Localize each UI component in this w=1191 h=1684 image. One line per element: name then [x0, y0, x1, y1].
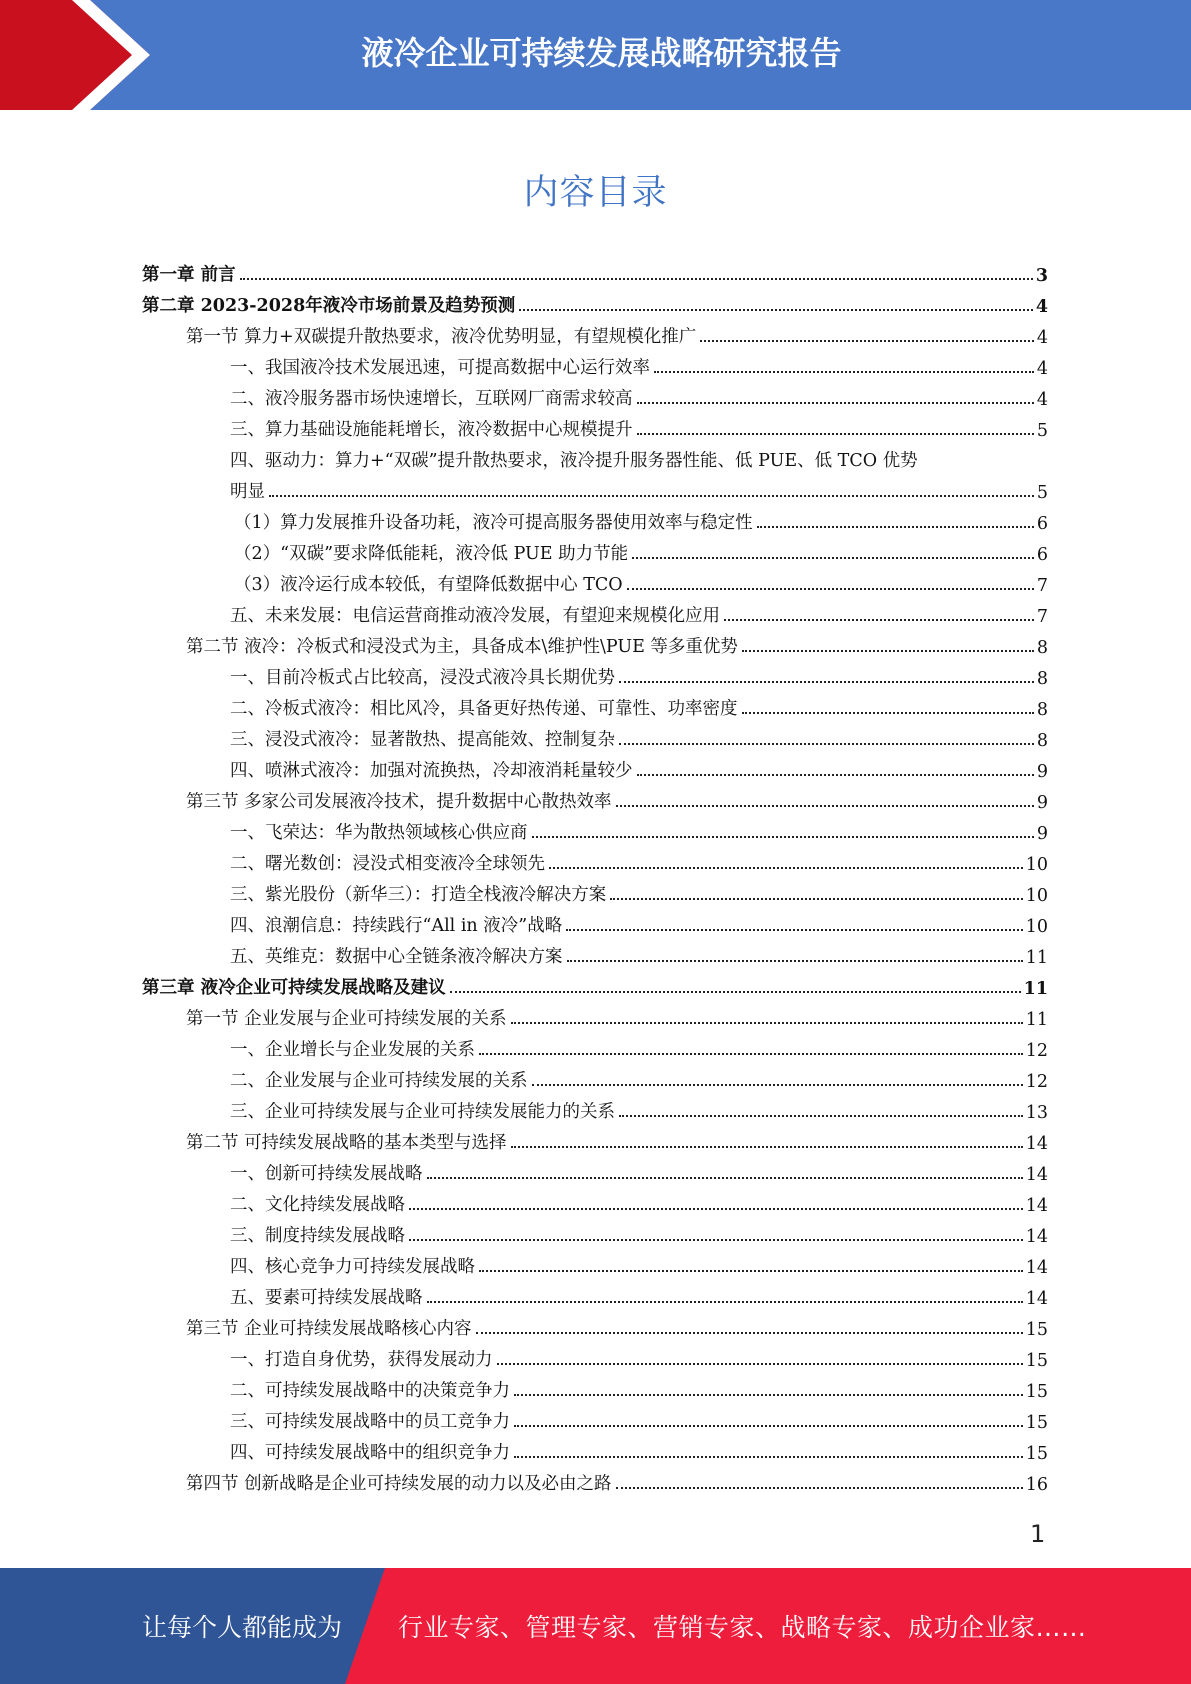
toc-entry-title: 四、浪潮信息：持续践行“All in 液冷”战略 — [230, 916, 563, 936]
toc-entry-page: 6 — [1036, 545, 1048, 565]
toc-entry-title: 一、创新可持续发展战略 — [230, 1164, 423, 1184]
toc-entry-page: 3 — [1035, 266, 1048, 286]
toc-heading: 内容目录 — [523, 173, 668, 213]
toc-entry[interactable] — [142, 317, 1048, 348]
toc-dot-leader — [627, 588, 1034, 590]
toc-entry[interactable] — [142, 1340, 1048, 1371]
toc-entry-page: 11 — [1025, 948, 1048, 968]
toc-dot-leader — [427, 1301, 1023, 1303]
toc-dot-leader — [511, 1146, 1023, 1148]
toc-entry-page: 4 — [1036, 328, 1048, 348]
toc-entry-page: 15 — [1025, 1382, 1048, 1402]
toc-entry-title: 二、可持续发展战略中的决策竞争力 — [230, 1381, 510, 1401]
report-title: 液冷企业可持续发展战略研究报告 — [361, 34, 842, 72]
toc-entry-page: 11 — [1023, 979, 1048, 999]
toc-entry[interactable] — [142, 1278, 1048, 1309]
toc-entry-page: 13 — [1025, 1103, 1048, 1123]
toc-entry[interactable] — [142, 565, 1048, 596]
toc-entry-page: 4 — [1036, 359, 1048, 379]
toc-dot-leader — [514, 1425, 1023, 1427]
toc-entry-title: 二、冷板式液冷：相比风冷，具备更好热传递、可靠性、功率密度 — [230, 699, 738, 719]
toc-dot-leader — [610, 898, 1022, 900]
toc-entry[interactable] — [142, 1433, 1048, 1464]
toc-dot-leader — [619, 681, 1034, 683]
toc-dot-leader — [637, 774, 1034, 776]
toc-dot-leader — [269, 495, 1034, 497]
toc-entry-title: 五、未来发展：电信运营商推动液冷发展，有望迎来规模化应用 — [230, 606, 720, 626]
toc-entry-title: 二、文化持续发展战略 — [230, 1195, 405, 1215]
toc-entry[interactable] — [142, 1309, 1048, 1340]
toc-entry-page: 6 — [1036, 514, 1048, 534]
toc-entry-title: 四、可持续发展战略中的组织竞争力 — [230, 1443, 510, 1463]
toc-entry[interactable] — [142, 1216, 1048, 1247]
toc-dot-leader — [724, 619, 1034, 621]
toc-entry-title: 一、企业增长与企业发展的关系 — [230, 1040, 475, 1060]
toc-entry-page: 10 — [1025, 917, 1048, 937]
toc-entry-page: 4 — [1036, 390, 1048, 410]
toc-dot-leader — [616, 1487, 1023, 1489]
toc-entry-page: 4 — [1035, 297, 1048, 317]
toc-entry-page: 8 — [1036, 700, 1048, 720]
report-footer — [0, 1568, 1191, 1684]
toc-entry-page: 5 — [1036, 483, 1048, 503]
toc-entry[interactable] — [142, 720, 1048, 751]
toc-entry[interactable] — [142, 534, 1048, 565]
toc-entry-title: 二、曙光数创：浸没式相变液冷全球领先 — [230, 854, 545, 874]
toc-entry-title: 三、可持续发展战略中的员工竞争力 — [230, 1412, 510, 1432]
toc-entry-page: 9 — [1036, 793, 1048, 813]
toc-dot-leader — [654, 371, 1034, 373]
toc-entry-title: 一、飞荣达：华为散热领域核心供应商 — [230, 823, 528, 843]
toc-entry-title: 三、浸没式液冷：显著散热、提高能效、控制复杂 — [230, 730, 615, 750]
toc-entry[interactable] — [142, 999, 1048, 1030]
toc-dot-leader — [240, 278, 1033, 280]
toc-dot-leader — [566, 929, 1023, 931]
toc-entry-title: 第三节 多家公司发展液冷技术，提升数据中心散热效率 — [186, 792, 612, 812]
toc-dot-leader — [511, 1022, 1023, 1024]
toc-entry[interactable] — [142, 1061, 1048, 1092]
toc-entry[interactable] — [142, 1030, 1048, 1061]
toc-entry-page: 9 — [1036, 824, 1048, 844]
toc-entry-page: 9 — [1036, 762, 1048, 782]
toc-dot-leader — [427, 1177, 1023, 1179]
toc-entry-page: 16 — [1025, 1475, 1048, 1495]
toc-entry-title: 一、我国液冷技术发展迅速，可提高数据中心运行效率 — [230, 358, 650, 378]
toc-entry[interactable] — [142, 906, 1048, 937]
toc-entry[interactable] — [142, 844, 1048, 875]
toc-entry-page: 12 — [1025, 1072, 1048, 1092]
toc-dot-leader — [409, 1208, 1023, 1210]
toc-entry[interactable] — [142, 1092, 1048, 1123]
toc-entry[interactable] — [142, 1402, 1048, 1433]
toc-entry[interactable] — [142, 813, 1048, 844]
toc-entry[interactable] — [142, 658, 1048, 689]
toc-entry-title: 第一节 算力+双碳提升散热要求，液冷优势明显，有望规模化推广 — [186, 327, 697, 347]
report-header — [0, 0, 1191, 110]
toc-dot-leader — [479, 1053, 1023, 1055]
toc-entry-page: 14 — [1025, 1134, 1048, 1154]
toc-entry-title: （2）“双碳”要求降低能耗，液冷低 PUE 助力节能 — [234, 544, 629, 564]
toc-dot-leader — [742, 712, 1034, 714]
toc-dot-leader — [514, 1456, 1023, 1458]
toc-dot-leader — [757, 526, 1034, 528]
toc-entry-page: 15 — [1025, 1351, 1048, 1371]
toc-entry-page: 5 — [1036, 421, 1048, 441]
toc-entry[interactable] — [142, 255, 1048, 286]
toc-entry[interactable] — [142, 1371, 1048, 1402]
toc-entry-page: 14 — [1025, 1165, 1048, 1185]
toc-entry-page: 8 — [1036, 669, 1048, 689]
toc-entry[interactable] — [142, 286, 1048, 317]
toc-entry[interactable] — [142, 782, 1048, 813]
toc-entry[interactable] — [142, 410, 1048, 441]
toc-entry-page: 14 — [1025, 1196, 1048, 1216]
toc-dot-leader — [637, 433, 1034, 435]
toc-entry-page: 12 — [1025, 1041, 1048, 1061]
toc-entry-title: 三、算力基础设施能耗增长，液冷数据中心规模提升 — [230, 420, 633, 440]
toc-dot-leader — [497, 1363, 1023, 1365]
toc-entry[interactable] — [142, 1154, 1048, 1185]
page-number: 1 — [1030, 1520, 1046, 1548]
toc-entry-title: 第二节 液冷：冷板式和浸没式为主，具备成本\维护性\PUE 等多重优势 — [186, 637, 738, 657]
toc-dot-leader — [514, 1394, 1023, 1396]
toc-entry-title: 二、企业发展与企业可持续发展的关系 — [230, 1071, 528, 1091]
toc-entry[interactable] — [142, 1123, 1048, 1154]
toc-entry-page: 14 — [1025, 1258, 1048, 1278]
toc-entry[interactable] — [142, 596, 1048, 627]
toc-dot-leader — [637, 402, 1034, 404]
toc-entry-title: 三、企业可持续发展与企业可持续发展能力的关系 — [230, 1102, 615, 1122]
toc-entry[interactable] — [142, 1185, 1048, 1216]
toc-dot-leader — [476, 1332, 1023, 1334]
toc-entry-title: 第二节 可持续发展战略的基本类型与选择 — [186, 1133, 507, 1153]
toc-entry-title: （3）液冷运行成本较低，有望降低数据中心 TCO — [234, 575, 623, 595]
toc-entry-title: （1）算力发展推升设备功耗，液冷可提高服务器使用效率与稳定性 — [234, 513, 753, 533]
toc-entry-title: 第三节 企业可持续发展战略核心内容 — [186, 1319, 472, 1339]
toc-entry-title: 四、驱动力：算力+“双碳”提升散热要求，液冷提升服务器性能、低 PUE、低 TCO 优势 — [230, 451, 918, 471]
toc-entry[interactable] — [142, 1464, 1048, 1495]
toc-entry[interactable] — [142, 1247, 1048, 1278]
toc-entry-title: 第二章 2023-2028年液冷市场前景及趋势预测 — [142, 296, 516, 316]
toc-entry-title: 一、目前冷板式占比较高，浸没式液冷具长期优势 — [230, 668, 615, 688]
toc-dot-leader — [532, 836, 1034, 838]
table-of-contents — [142, 255, 1048, 1495]
toc-dot-leader — [616, 805, 1034, 807]
toc-dot-leader — [700, 340, 1034, 342]
toc-dot-leader — [567, 960, 1023, 962]
toc-dot-leader — [519, 309, 1033, 311]
toc-entry-page: 15 — [1025, 1444, 1048, 1464]
toc-dot-leader — [479, 1270, 1023, 1272]
toc-entry-title: 第一节 企业发展与企业可持续发展的关系 — [186, 1009, 507, 1029]
toc-entry-page: 7 — [1036, 607, 1048, 627]
toc-entry[interactable] — [142, 937, 1048, 968]
toc-entry-title: 第三章 液冷企业可持续发展战略及建议 — [142, 978, 446, 998]
toc-entry-page: 11 — [1025, 1010, 1048, 1030]
toc-entry[interactable] — [142, 627, 1048, 658]
toc-dot-leader — [619, 1115, 1023, 1117]
toc-entry[interactable] — [142, 348, 1048, 379]
toc-entry-title: 二、液冷服务器市场快速增长，互联网厂商需求较高 — [230, 389, 633, 409]
toc-entry[interactable] — [142, 689, 1048, 720]
toc-dot-leader — [632, 557, 1034, 559]
footer-slogan-right: 行业专家、管理专家、营销专家、战略专家、成功企业家…… — [398, 1613, 1087, 1642]
toc-entry[interactable] — [142, 441, 1048, 472]
toc-dot-leader — [450, 991, 1021, 993]
toc-entry-page: 10 — [1025, 886, 1048, 906]
toc-entry-title: 五、要素可持续发展战略 — [230, 1288, 423, 1308]
toc-entry-page: 10 — [1025, 855, 1048, 875]
toc-entry-title: 三、制度持续发展战略 — [230, 1226, 405, 1246]
toc-entry-title: 四、喷淋式液冷：加强对流换热，冷却液消耗量较少 — [230, 761, 633, 781]
toc-dot-leader — [409, 1239, 1023, 1241]
toc-entry[interactable] — [142, 751, 1048, 782]
toc-entry[interactable] — [142, 968, 1048, 999]
toc-entry-page: 7 — [1036, 576, 1048, 596]
toc-entry-page: 8 — [1036, 638, 1048, 658]
toc-dot-leader — [549, 867, 1023, 869]
toc-entry-title: 五、英维克：数据中心全链条液冷解决方案 — [230, 947, 563, 967]
toc-entry-title: 第一章 前言 — [142, 265, 236, 285]
footer-slogan-left: 让每个人都能成为 — [142, 1613, 343, 1642]
toc-entry-title: 四、核心竞争力可持续发展战略 — [230, 1257, 475, 1277]
toc-entry-title: 一、打造自身优势，获得发展动力 — [230, 1350, 493, 1370]
toc-entry-title: 第四节 创新战略是企业可持续发展的动力以及必由之路 — [186, 1474, 612, 1494]
toc-entry-page: 8 — [1036, 731, 1048, 751]
toc-entry-page: 15 — [1025, 1413, 1048, 1433]
toc-entry-page: 14 — [1025, 1227, 1048, 1247]
toc-entry[interactable] — [142, 503, 1048, 534]
toc-entry-title: 三、紫光股份（新华三）：打造全栈液冷解决方案 — [230, 885, 607, 905]
toc-dot-leader — [532, 1084, 1023, 1086]
toc-entry-title: 明显 — [230, 482, 265, 502]
toc-entry[interactable] — [142, 875, 1048, 906]
toc-entry-page: 15 — [1025, 1320, 1048, 1340]
toc-dot-leader — [619, 743, 1034, 745]
toc-entry[interactable] — [142, 472, 1048, 503]
toc-dot-leader — [742, 650, 1034, 652]
toc-entry[interactable] — [142, 379, 1048, 410]
toc-entry-page: 14 — [1025, 1289, 1048, 1309]
